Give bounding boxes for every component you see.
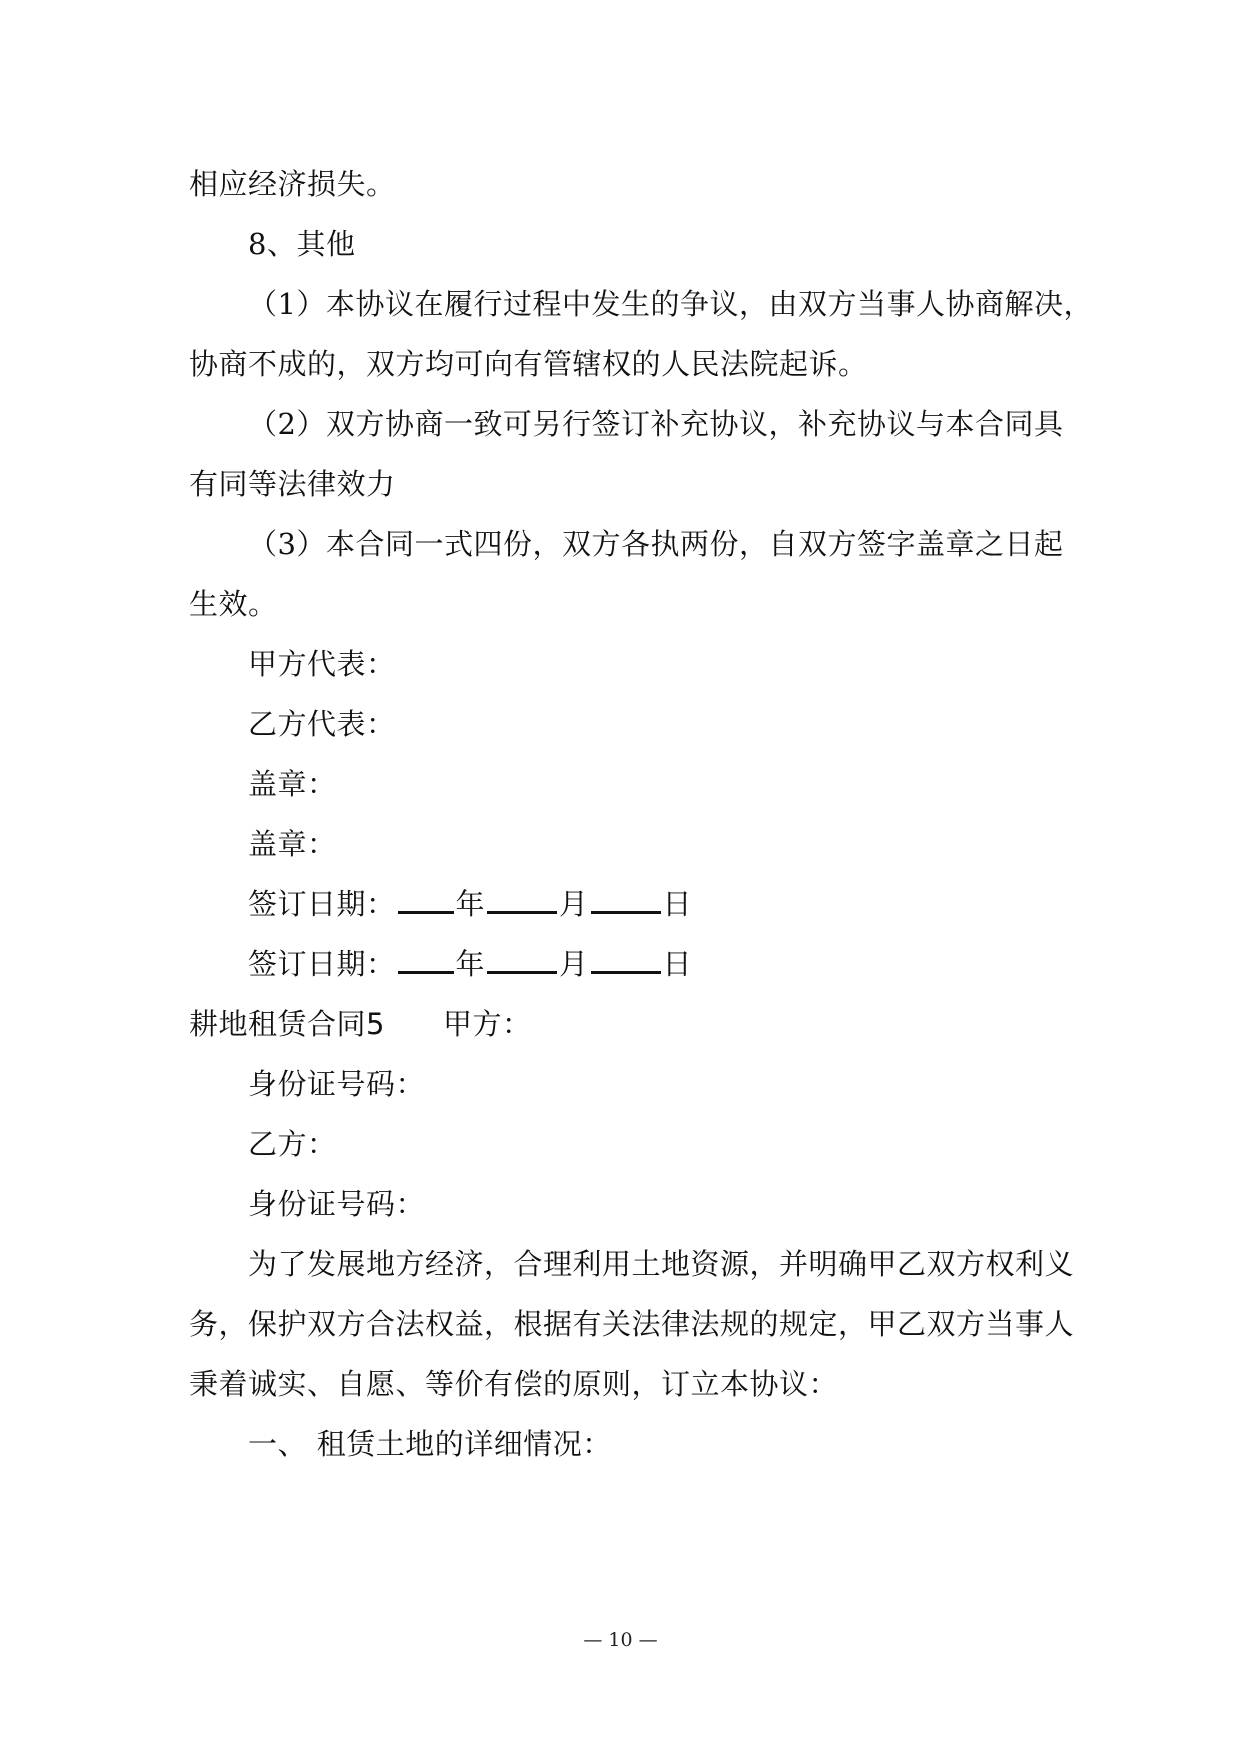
year-label: 年 (455, 887, 486, 921)
seal-line: 盖章： (248, 827, 337, 861)
party-b-representative: 乙方代表： (248, 707, 396, 741)
party-a-label: 甲方： (442, 1007, 532, 1041)
text-line: 生效。 (189, 587, 278, 621)
text-line: 有同等法律效力 (189, 467, 396, 501)
year-label: 年 (455, 947, 486, 981)
day-blank (591, 887, 661, 914)
year-blank (398, 947, 454, 974)
month-label: 月 (559, 947, 589, 981)
page-number: — 10 — (583, 1629, 658, 1651)
day-label: 日 (662, 947, 693, 981)
year-blank (398, 887, 454, 914)
contract-title: 耕地租赁合同 (189, 1007, 367, 1041)
section-title: 一、 租赁土地的详细情况： (248, 1427, 612, 1461)
contract-number: 5 (366, 1007, 385, 1041)
day-blank (591, 947, 661, 974)
clause-3: （3）本合同一式四份，双方各执两份，自双方签字盖章之日起 (248, 527, 1064, 561)
section-heading: 8、其他 (248, 227, 356, 261)
id-number-line: 身份证号码： (248, 1187, 426, 1221)
clause-1: （1）本协议在履行过程中发生的争议，由双方当事人协商解决， (248, 287, 1093, 321)
month-blank (487, 887, 557, 914)
day-label: 日 (662, 887, 693, 921)
party-a-representative: 甲方代表： (248, 647, 396, 681)
text-line: 协商不成的，双方均可向有管辖权的人民法院起诉。 (189, 347, 868, 381)
signing-date-row (248, 946, 692, 982)
text-line: 相应经济损失。 (189, 167, 396, 201)
month-label: 月 (559, 887, 589, 921)
preamble-line: 秉着诚实、自愿、等价有偿的原则，订立本协议： (189, 1367, 839, 1401)
preamble-line: 为了发展地方经济，合理利用土地资源，并明确甲乙双方权利义 (248, 1247, 1075, 1281)
month-blank (487, 947, 557, 974)
party-b-label: 乙方： (248, 1127, 337, 1161)
date-label: 签订日期： (248, 887, 396, 921)
date-label: 签订日期： (248, 947, 396, 981)
id-number-line: 身份证号码： (248, 1067, 426, 1101)
seal-line: 盖章： (248, 767, 337, 801)
signing-date-row (248, 886, 692, 922)
clause-2: （2）双方协商一致可另行签订补充协议，补充协议与本合同具 (248, 407, 1064, 441)
preamble-line: 务，保护双方合法权益，根据有关法律法规的规定，甲乙双方当事人 (189, 1307, 1075, 1341)
contract-heading (189, 1006, 531, 1042)
